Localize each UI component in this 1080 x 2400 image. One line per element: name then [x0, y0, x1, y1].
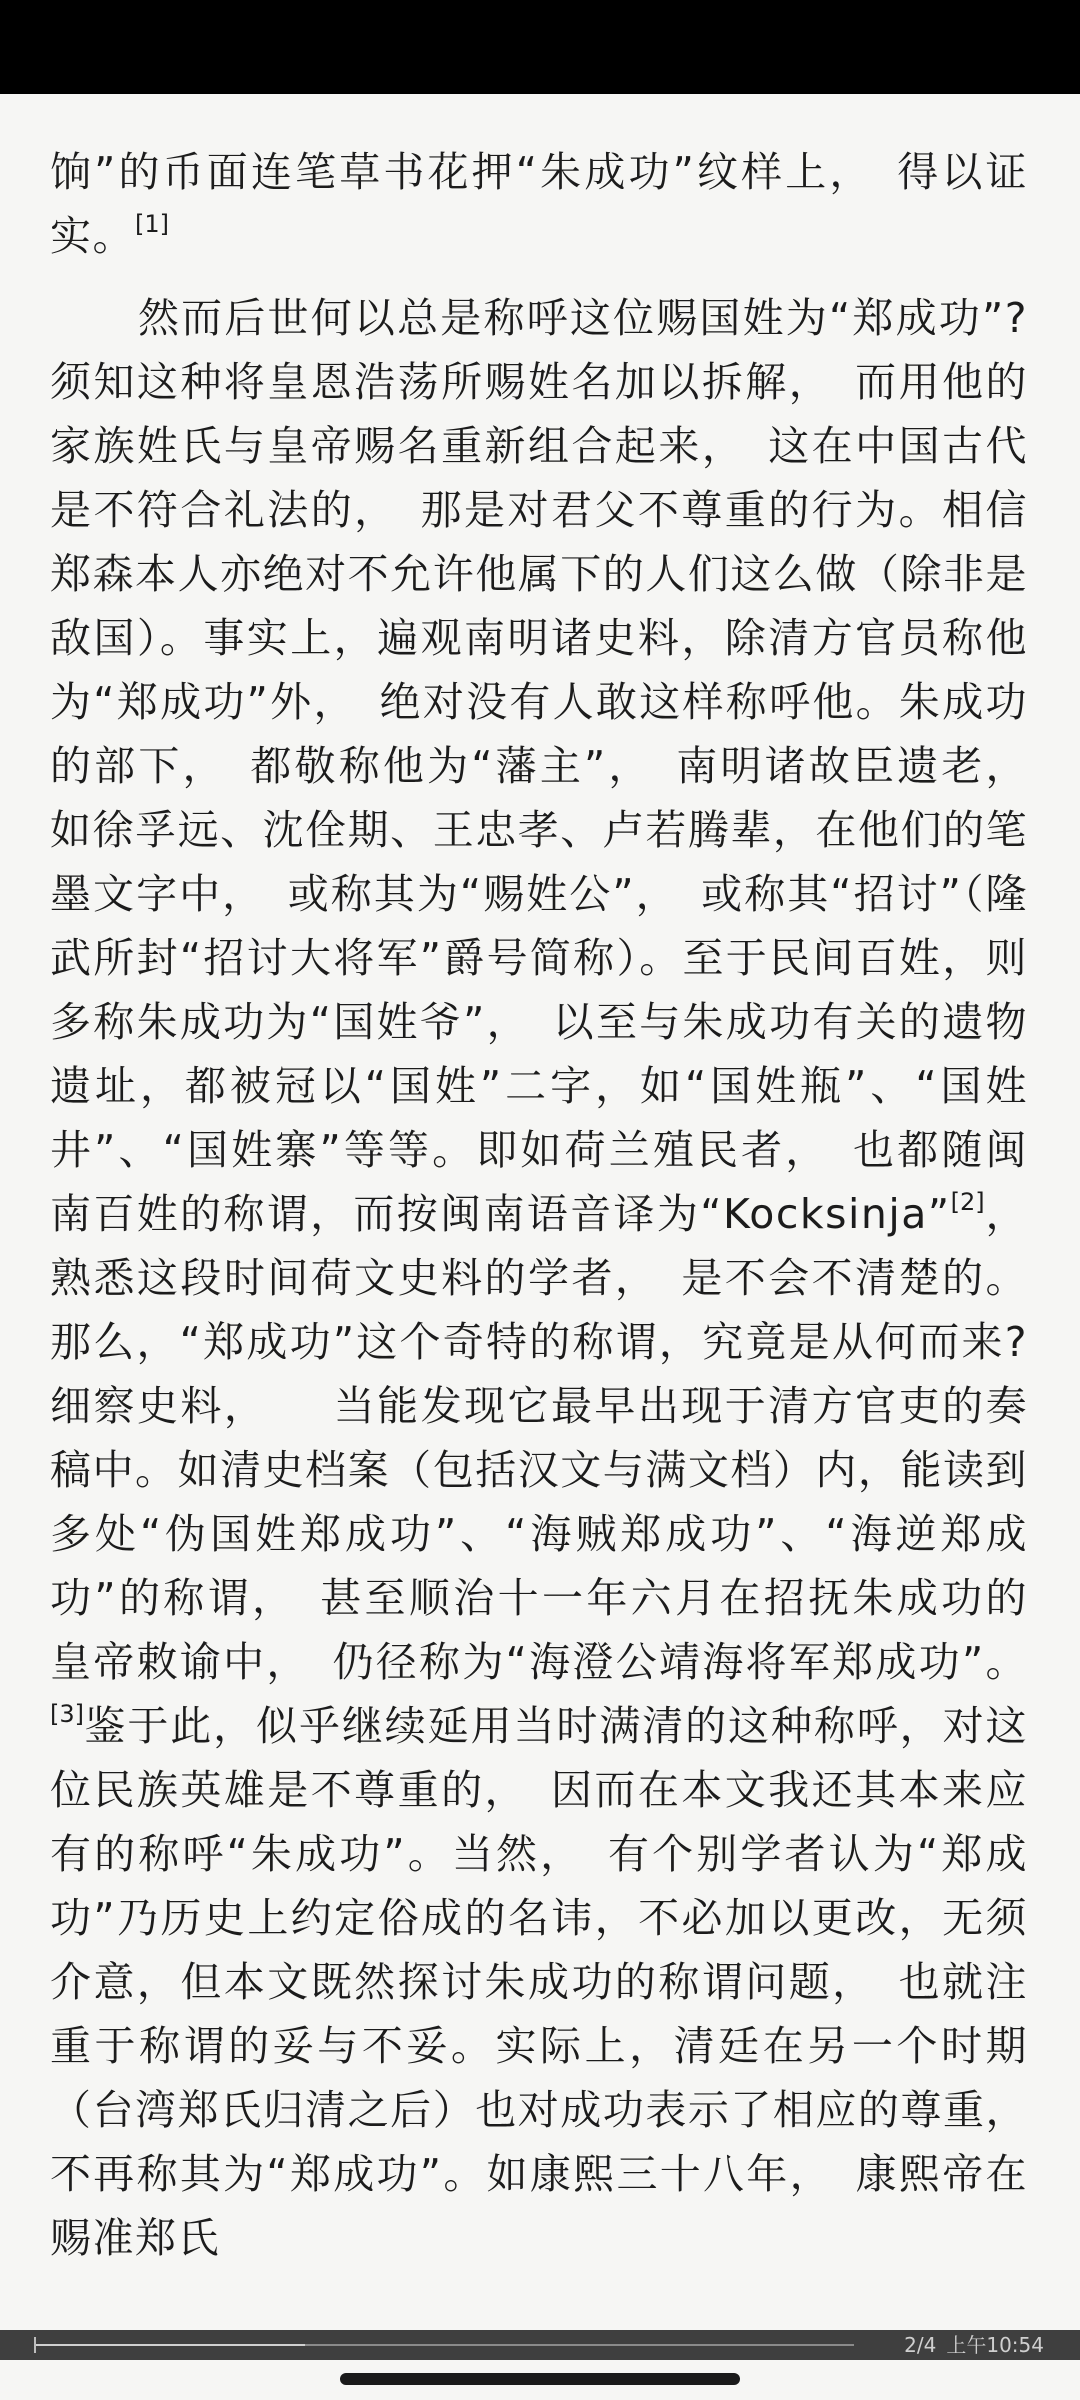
reading-progress-fill: [34, 2344, 305, 2346]
status-text: [894, 2330, 1044, 2360]
paragraph: [50, 140, 1028, 268]
paragraph-text: ，熟悉这段时间荷文史料的学者， 是不会不清楚的。那么，“郑成功”这个奇特的称谓，究竟是从何而来?细察史料， 当能发现它最早出现于清方官吏的奏稿中。如清史档案（包括汉文与满文档）内，能读到多处“伪国姓郑成功”、“海贼郑成功”、“海逆郑成功”的称谓， 甚至顺治十一年六月在招抚朱成功的皇帝敕谕中， 仍径称为“海澄公靖海将军郑成功”。: [50, 1190, 1029, 1686]
footnote-ref-2[interactable]: [2]: [950, 1188, 985, 1216]
reader-status-strip: [0, 2330, 1080, 2360]
page-indicator: 2/4: [904, 2333, 937, 2357]
reading-progress-thumb[interactable]: [34, 2337, 36, 2353]
footnote-ref-3[interactable]: [3]: [50, 1700, 84, 1728]
paragraph-text: 鉴于此，似乎继续延用当时满清的这种称呼，对这位民族英雄是不尊重的， 因而在本文我还其本来应有的称呼“朱成功”。当然， 有个别学者认为“郑成功”乃历史上约定俗成的名讳，不必加以更改，无须介意，但本文既然探讨朱成功的称谓问题， 也就注重于称谓的妥与不妥。实际上，清廷在另一个时期（台湾郑氏归清之后）也对成功表示了相应的尊重，不再称其为“郑成功”。如康熙三十八年， 康熙帝在赐准郑氏: [50, 1702, 1028, 2262]
footnote-ref-1[interactable]: [1]: [135, 210, 169, 238]
reader-page: [50, 140, 1029, 2262]
system-status-bar: [0, 0, 1080, 94]
clock: 上午10:54: [946, 2333, 1044, 2357]
paragraph-text: 然而后世何以总是称呼这位赐国姓为“郑成功”?须知这种将皇恩浩荡所赐姓名加以拆解， 而用他的家族姓氏与皇帝赐名重新组合起来， 这在中国古代是不符合礼法的， 那是对君父不尊重的行为。相信郑森本人亦绝对不允许他属下的人们这么做（除非是敌国）。事实上，遍观南明诸史料，除清方官员称他为“郑成功”外， 绝对没有人敢这样称呼他。朱成功的部下， 都敬称他为“藩主”， 南明诸故臣遗老，如徐孚远、沈佺期、王忠孝、卢若腾辈，在他们的笔墨文字中， 或称其为“赐姓公”， 或称其“招讨”（隆武所封“招讨大将军”爵号简称）。至于民间百姓，则多称朱成功为“国姓爷”， 以至与朱成功有关的遗物遗址，都被冠以“国姓”二字，如“国姓瓶”、“国姓井”、“国姓寨”等等。即如荷兰殖民者， 也都随闽南百姓的称谓，而按闽南语音译为“Kocksinja”: [50, 294, 1028, 1238]
home-indicator[interactable]: [340, 2373, 740, 2385]
paragraph-text: 饷”的币面连笔草书花押“朱成功”纹样上， 得以证实。: [50, 148, 1028, 260]
paragraph: [50, 286, 1028, 2270]
